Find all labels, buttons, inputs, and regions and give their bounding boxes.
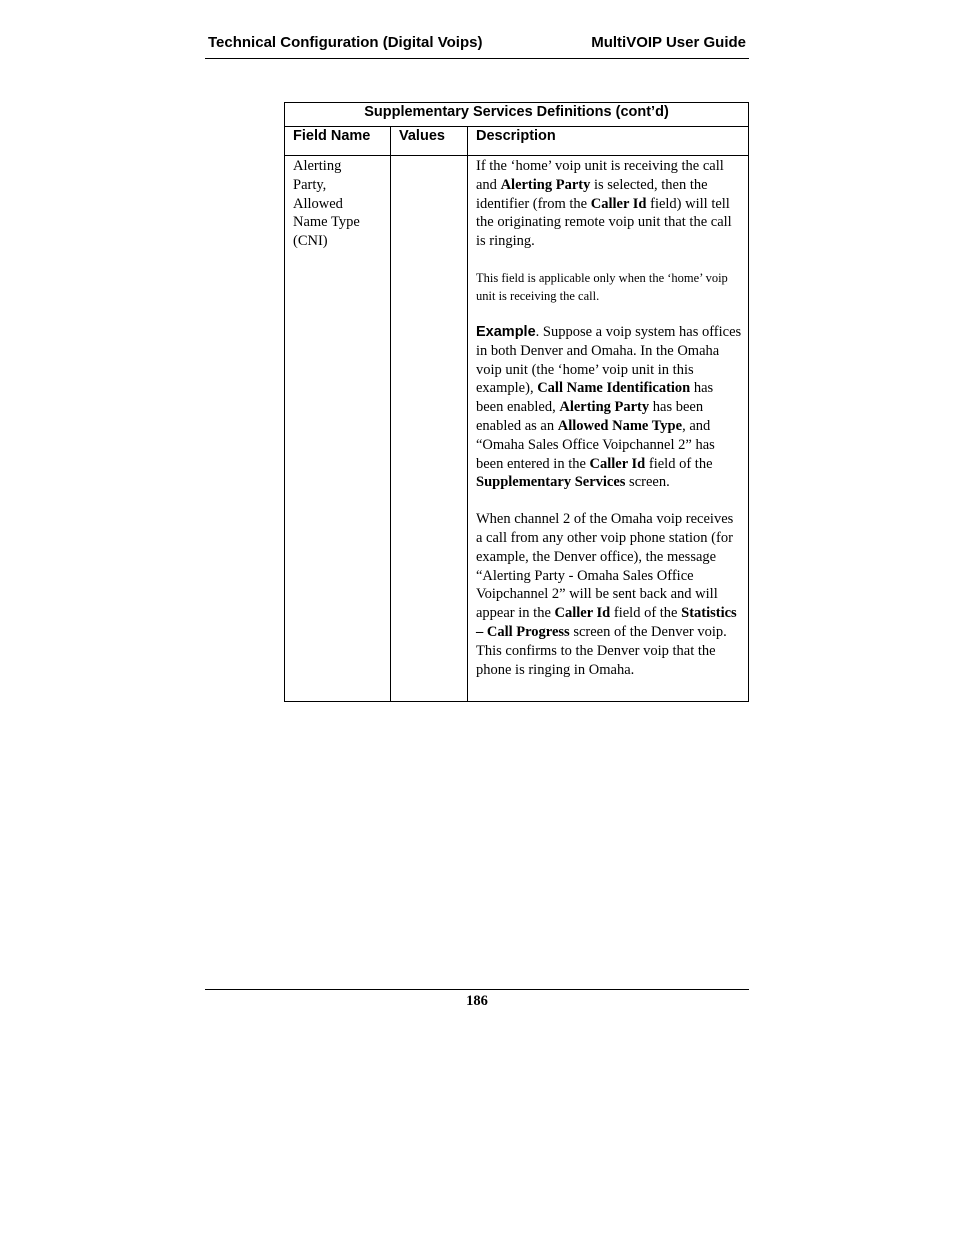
text-run: field) will tell the originating remote voip unit that the call is ringing. — [476, 195, 732, 250]
field-name-cell — [285, 156, 391, 702]
column-header-values: Values — [391, 127, 468, 156]
table-caption-row — [285, 103, 749, 127]
text-run: has been enabled, — [476, 380, 714, 416]
text-run: has been enabled as an — [476, 399, 704, 434]
bold-term: Call Name Identification — [537, 380, 691, 397]
column-header-description: Description — [468, 127, 749, 156]
bold-term: Statistics – Call Progress — [476, 605, 737, 640]
bold-term: Alerting Party — [500, 176, 591, 193]
description-cell — [468, 156, 749, 702]
field-name-line: Name Type — [293, 214, 360, 231]
text-run: screen of the Denver voip. This confirms to the Denver voip that the phone is ringing in Omaha. — [476, 623, 727, 678]
paragraph-gap — [476, 492, 742, 510]
example-paragraph — [476, 323, 742, 492]
paragraph-gap — [476, 305, 742, 323]
definitions-table — [284, 102, 749, 702]
text-run: field of the — [645, 455, 713, 472]
table-caption: Supplementary Services Definitions (cont’d) — [285, 103, 749, 127]
description-paragraph — [476, 510, 742, 679]
example-label: Example — [476, 323, 536, 340]
header-section-title: Technical Configuration (Digital Voips) — [208, 34, 483, 51]
bold-term: Caller Id — [590, 195, 647, 212]
text-run: is selected, then the identifier (from the — [476, 176, 708, 212]
text-run: , and “Omaha Sales Office Voipchannel 2” has been entered in the — [476, 417, 715, 472]
page-number: 186 — [466, 993, 488, 1009]
text-run: screen. — [625, 474, 670, 491]
field-name-line: Alerting — [293, 158, 342, 174]
field-name-line: Allowed — [293, 195, 343, 212]
applicability-note: This field is applicable only when the ‘home’ voip unit is receiving the call. — [476, 270, 728, 303]
bold-term: Supplementary Services — [476, 474, 626, 491]
field-name-line: Party, — [293, 176, 327, 193]
text-run: field of the — [610, 605, 682, 622]
values-cell — [391, 156, 468, 702]
page-footer — [205, 989, 749, 1010]
page-header — [205, 32, 749, 59]
bold-term: Caller Id — [554, 605, 611, 622]
text-run: If the ‘home’ voip unit is receiving the call and — [476, 158, 724, 193]
table-row — [285, 156, 749, 702]
text-run: When channel 2 of the Omaha voip receives a call from any other voip phone station (for example, the Denver office), the message “Alerting Party - Omaha Sales Office Voipchannel 2” will be sent back and will appear in the — [476, 511, 734, 622]
paragraph-gap — [476, 251, 742, 269]
header-guide-title: MultiVOIP User Guide — [591, 34, 746, 51]
table-header-row — [285, 127, 749, 156]
bold-term: Allowed Name Type — [557, 417, 683, 434]
column-header-field-name: Field Name — [285, 127, 391, 156]
bold-term: Caller Id — [589, 455, 646, 472]
text-run: . Suppose a voip system has offices in both Denver and Omaha. In the Omaha voip unit (the ‘home’ voip unit in this example), — [476, 323, 742, 397]
bold-term: Alerting Party — [559, 399, 650, 416]
description-paragraph — [476, 157, 742, 251]
field-name-line: (CNI) — [293, 233, 328, 250]
